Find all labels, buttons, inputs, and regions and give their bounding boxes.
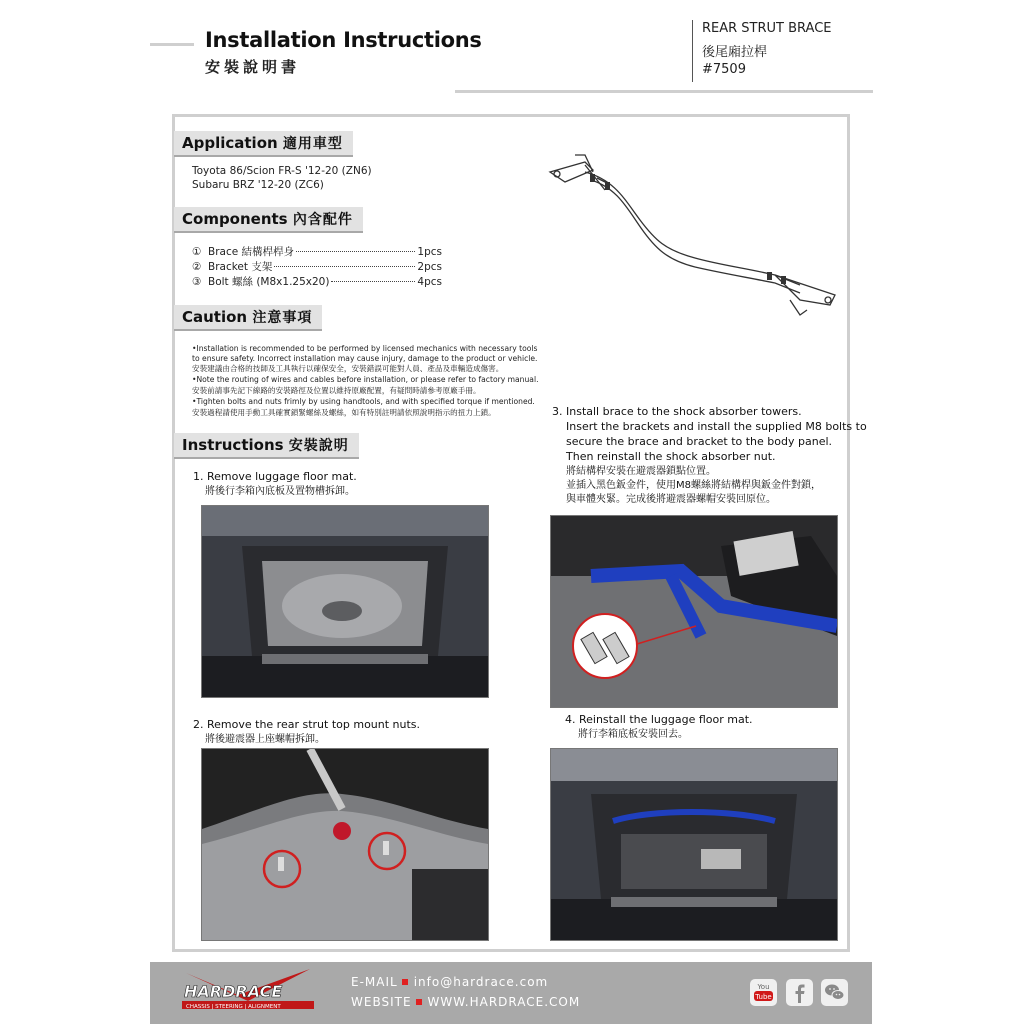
instructions-heading	[174, 433, 359, 459]
header-rule-left	[150, 43, 194, 46]
youtube-icon[interactable]	[750, 979, 777, 1006]
step-4-zh: 將行李箱底板安裝回去。	[578, 729, 688, 740]
email-link[interactable]: info@hardrace.com	[413, 975, 549, 989]
svg-text:Tube: Tube	[755, 993, 772, 1001]
brace-diagram	[545, 150, 845, 325]
components-heading-zh: 內含配件	[292, 212, 353, 228]
step-2-en: 2. Remove the rear strut top mount nuts.	[193, 718, 421, 731]
caution-line: 安裝建議由合格的技師及工具執行以確保安全，安裝錯誤可能對人員、產品及車輛造成傷害。	[192, 364, 504, 373]
component-name: Bracket 支架	[208, 261, 273, 273]
caution-heading	[174, 305, 322, 331]
step-1-en: 1. Remove luggage floor mat.	[193, 470, 357, 483]
product-name-zh: 後尾廂拉桿	[702, 45, 768, 60]
step-4-photo	[550, 748, 838, 941]
application-line: Toyota 86/Scion FR-S '12-20 (ZN6)	[192, 165, 372, 177]
svg-text:You: You	[757, 983, 770, 991]
application-line: Subaru BRZ '12-20 (ZC6)	[192, 179, 324, 191]
website-link[interactable]: WWW.HARDRACE.COM	[427, 995, 581, 1009]
step-3-zh-line: 並插入黑色鈑金件，使用M8螺絲將結構桿與鈑金件對鎖，	[566, 480, 821, 491]
application-heading	[174, 131, 353, 157]
page-title-zh: 安裝說明書	[205, 58, 301, 76]
header-rule-right	[455, 90, 873, 93]
step-3-en-line: Insert the brackets and install the supplied M8 bolts to	[566, 420, 867, 433]
application-heading-zh: 適用車型	[282, 136, 343, 152]
component-num: ③	[192, 276, 202, 288]
caution-line: 安裝前請事先記下線路的安裝路徑及位置以維持原廠配置，有疑問時請參考原廠手冊。	[192, 386, 481, 395]
header-divider	[692, 20, 693, 82]
caution-heading-zh: 注意事項	[252, 310, 313, 326]
svg-text:CHASSIS | STEERING | ALIGNMENT: CHASSIS | STEERING | ALIGNMENT	[186, 1004, 281, 1010]
dotted-leader	[296, 251, 415, 252]
part-number: #7509	[702, 62, 746, 77]
wechat-icon[interactable]	[821, 979, 848, 1006]
step-3-en-line: 3. Install brace to the shock absorber towers.	[552, 405, 802, 418]
footer-website	[351, 995, 580, 1009]
step-2-zh: 將後避震器上座螺帽拆卸。	[205, 734, 325, 745]
step-3-en-line: Then reinstall the shock absorber nut.	[566, 450, 776, 463]
components-heading-en: Components	[182, 210, 288, 228]
product-name: REAR STRUT BRACE	[702, 21, 832, 36]
bolts	[590, 174, 786, 284]
red-square-bullet	[416, 999, 422, 1005]
caution-heading-en: Caution	[182, 308, 248, 326]
facebook-icon[interactable]	[786, 979, 813, 1006]
component-qty: 4pcs	[417, 276, 442, 288]
dotted-leader	[331, 281, 415, 282]
component-num: ②	[192, 261, 202, 273]
component-num: ①	[192, 246, 202, 258]
step-4-en: 4. Reinstall the luggage floor mat.	[565, 713, 753, 726]
red-square-bullet	[402, 979, 408, 985]
component-row	[192, 244, 442, 259]
hardrace-logo	[178, 967, 318, 1015]
application-heading-en: Application	[182, 134, 278, 152]
caution-line: •Tighten bolts and nuts frimly by using handtools, and with specified torque if mentioned.	[192, 397, 535, 406]
website-label: WEBSITE	[351, 995, 412, 1009]
components-heading	[174, 207, 363, 233]
step-1-photo	[201, 505, 489, 698]
step-3-en-line: secure the brace and bracket to the body panel.	[566, 435, 833, 448]
page-title: Installation Instructions	[205, 28, 482, 52]
step-1-zh: 將後行李箱內底板及置物槽拆卸。	[205, 486, 355, 497]
footer-email	[351, 975, 548, 989]
component-row	[192, 259, 442, 274]
caution-line: to ensure safety. Incorrect installation may cause injury, damage to the product or vehicle.	[192, 354, 538, 363]
email-label: E-MAIL	[351, 975, 398, 989]
component-qty: 2pcs	[417, 261, 442, 273]
step-2-photo	[201, 748, 489, 941]
instructions-heading-zh: 安裝說明	[288, 438, 349, 454]
step-3-zh-line: 與車體夾緊。完成後將避震器螺帽安裝回原位。	[566, 494, 776, 505]
component-name: Brace 結構桿桿身	[208, 246, 295, 258]
caution-line: •Installation is recommended to be performed by licensed mechanics with necessary tools	[192, 344, 538, 353]
component-row	[192, 274, 442, 289]
dotted-leader	[274, 266, 415, 267]
step-3-photo	[550, 515, 838, 708]
instructions-heading-en: Instructions	[182, 436, 284, 454]
component-name: Bolt 螺絲 (M8x1.25x20)	[208, 276, 330, 288]
caution-line: •Note the routing of wires and cables before installation, or please refer to factory manual.	[192, 375, 539, 384]
svg-text:HARDRACE: HARDRACE	[184, 982, 283, 1001]
caution-line: 安裝過程請使用手動工具確實鎖緊螺絲及螺絲，如有特別註明請依照說明指示的扭力上鎖。	[192, 408, 496, 417]
component-qty: 1pcs	[417, 246, 442, 258]
step-3-zh-line: 將結構桿安裝在避震器鎖點位置。	[566, 466, 716, 477]
